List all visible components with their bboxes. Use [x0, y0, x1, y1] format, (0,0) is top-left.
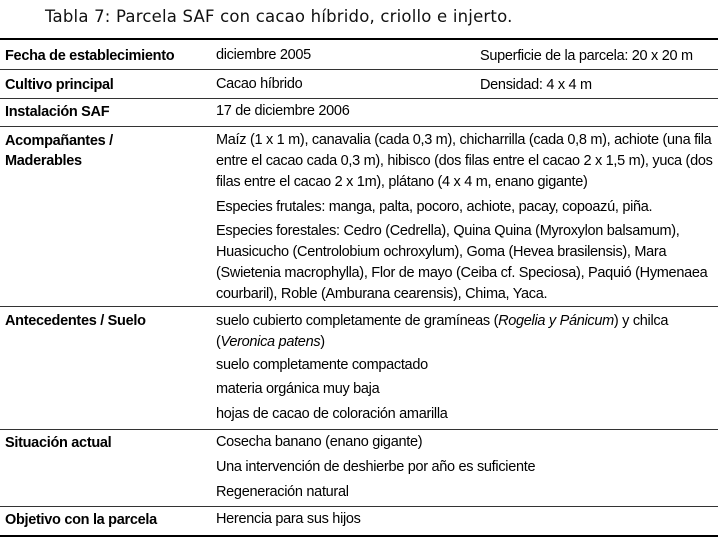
value-densidad: Densidad: 4 x 4 m	[480, 77, 592, 93]
label-situacion: Situación actual	[5, 435, 112, 451]
row-divider	[0, 306, 718, 307]
label-cultivo: Cultivo principal	[5, 77, 114, 93]
table-top-rule	[0, 38, 718, 40]
label-acompanantes-2: Maderables	[5, 153, 82, 169]
text-part: suelo cubierto completamente de gramíneas (	[216, 313, 499, 329]
label-antecedentes: Antecedentes / Suelo	[5, 313, 146, 329]
value-instalacion: 17 de diciembre 2006	[216, 103, 350, 119]
text-part: )	[320, 334, 325, 350]
value-objetivo: Herencia para sus hijos	[216, 511, 361, 527]
value-antecedentes-1	[216, 311, 668, 332]
table-caption: Tabla 7: Parcela SAF con cacao híbrido, criollo e injerto.	[45, 7, 513, 26]
value-fecha: diciembre 2005	[216, 47, 311, 63]
value-cultivo: Cacao híbrido	[216, 76, 303, 92]
value-antecedentes-3: suelo completamente compactado	[216, 357, 428, 373]
value-situacion-2: Una intervención de deshierbe por año es suficiente	[216, 459, 536, 475]
value-situacion-3: Regeneración natural	[216, 484, 349, 500]
label-acompanantes-1: Acompañantes /	[5, 133, 113, 149]
value-especies-frutales: Especies frutales: manga, palta, pocoro, achiote, pacay, copoazú, piña.	[216, 199, 653, 215]
row-divider	[0, 429, 718, 430]
row-divider	[0, 98, 718, 99]
value-antecedentes-4: materia orgánica muy baja	[216, 381, 380, 397]
text-italic: Veronica patens	[220, 334, 321, 350]
table-bottom-rule	[0, 535, 718, 537]
value-situacion-1: Cosecha banano (enano gigante)	[216, 434, 423, 450]
row-divider	[0, 126, 718, 127]
value-especies-forestales: Especies forestales: Cedro (Cedrella), Quina Quina (Myroxylon balsamum), Huasicucho (Centrolobium ochroxylum), Goma (Hevea brasilensis), Mara (Swietenia macrophylla), Flor de mayo (Ceiba cf. Speciosa), Paquió (Hymenaea courbaril), Roble (Amburana cearensis), Chima, Yaca.	[216, 223, 708, 302]
text-part: (	[216, 334, 221, 350]
text-italic: Rogelia y Pánicum	[498, 313, 614, 329]
text-part: ) y chilca	[613, 313, 669, 329]
label-fecha: Fecha de establecimiento	[5, 48, 175, 64]
row-divider	[0, 506, 718, 507]
value-acompanantes: Maíz (1 x 1 m), canavalia (cada 0,3 m), chicharrilla (cada 0,8 m), achiote (una fila entre el cacao cada 0,3 m), hibisco (dos filas entre el cacao 2 x 1,5 m), yuca (dos filas entre el cacao 2 x 1m), plátano (4 x 4 m, enano gigante)	[216, 132, 713, 190]
label-objetivo: Objetivo con la parcela	[5, 512, 157, 528]
value-antecedentes-2	[216, 332, 325, 353]
value-superficie: Superficie de la parcela: 20 x 20 m	[480, 48, 693, 64]
row-divider	[0, 69, 718, 70]
label-instalacion: Instalación SAF	[5, 104, 110, 120]
value-antecedentes-5: hojas de cacao de coloración amarilla	[216, 406, 448, 422]
